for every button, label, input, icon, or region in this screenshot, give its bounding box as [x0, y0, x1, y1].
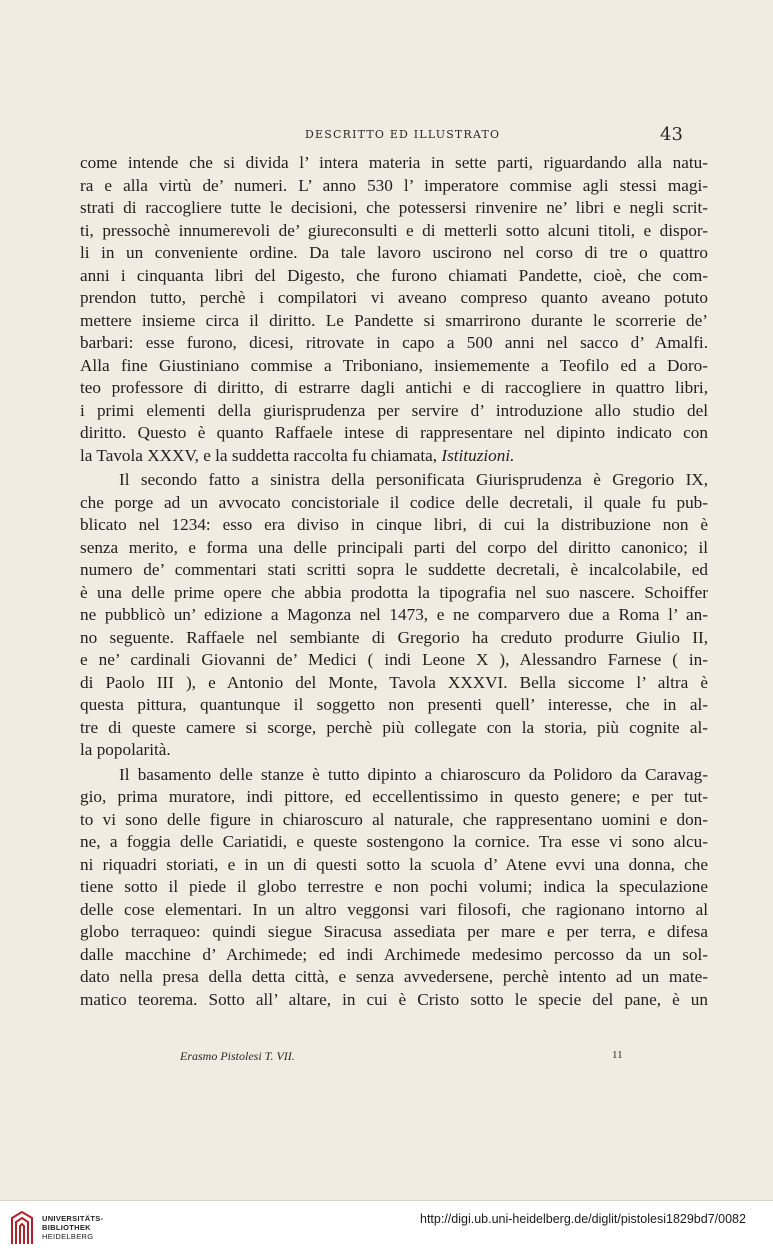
text-line-content: prendon tutto, perchè i compilatori vi aveano compreso quanto aveano potuto: [80, 288, 708, 307]
text-line-content: mettere insieme circa il diritto. Le Pandette si smarrirono durante le scorrerie de’: [80, 310, 708, 330]
text-line-content: teo professore di diritto, di estrarre dagli antichi e di raccogliere in quattro libri,: [80, 378, 708, 397]
text-line-content: Alla fine Giustiniano commise a Triboniano, insiememente a Teofilo ed a Doro-: [80, 355, 708, 375]
text-line-content: la Tavola XXXV, e la suddetta raccolta fu chiamata,: [80, 445, 438, 465]
text-line: [80, 854, 708, 877]
text-line-content: senza merito, e forma una delle principali parti del corpo del diritto canonico; il: [80, 537, 708, 557]
running-head-title: DESCRITTO ED ILLUSTRATO: [305, 128, 501, 141]
text-line-content: questa pittura, quantunque il soggetto non presenti quell’ interesse, che in al-: [80, 695, 708, 714]
text-line-content: tre di queste camere si scorge, perchè più collegate con la storia, più cognite al-: [80, 717, 708, 737]
text-line-content: blicato nel 1234: esso era diviso in cinque libri, di cui la distribuzione non è: [80, 515, 708, 534]
text-line: [80, 876, 708, 899]
text-line: [80, 537, 708, 560]
text-line-content: barbari: esse furono, dicesi, ritrovate in capo a 500 anni nel sacco d’ Amalfi.: [80, 333, 708, 352]
text-line: [80, 786, 708, 809]
text-line: [80, 627, 708, 650]
text-line-content: globo terraqueo: quindi siegue Siracusa assediata per mare e per terra, e difesa: [80, 922, 708, 941]
library-name: [42, 1214, 103, 1241]
signature-mark-text: Erasmo Pistolesi T. VII.: [180, 1049, 295, 1063]
text-line-content: come intende che si divida l’ intera materia in sette parti, riguardando alla natu-: [80, 153, 708, 172]
text-line: [80, 966, 708, 989]
text-line-content: di Paolo III ), e Antonio del Monte, Tavola XXXVI. Bella siccome l’ altra è: [80, 672, 708, 692]
text-line-content: che porge ad un avvocato concistoriale il codice delle decretali, il quale fu pub-: [80, 492, 708, 512]
text-line: [80, 694, 708, 717]
text-line-content: li in un conveniente ordine. Da tale lavoro uscirono nel corso di tre o quattro: [80, 243, 708, 262]
printer-signature: [0, 1049, 773, 1067]
text-line-content: numero de’ commentari stati scritti sopra le suddette decretali, è incalcolabile, ed: [80, 560, 708, 579]
text-line: [80, 492, 708, 515]
text-line-content: Il secondo fatto a sinistra della personificata Giurisprudenza è Gregorio IX,: [119, 470, 708, 489]
text-line: [80, 400, 708, 423]
text-line: [80, 310, 708, 333]
text-line: [80, 649, 708, 672]
library-name-line3: HEIDELBERG: [42, 1232, 94, 1241]
library-footer-bar: [0, 1200, 773, 1258]
text-line: [80, 197, 708, 220]
text-line-content: tiene sotto il piede il globo terrestre e non pochi volumi; indica la speculazione: [80, 877, 708, 896]
text-line: [80, 445, 708, 468]
text-line: [80, 944, 708, 967]
text-line-content: Il basamento delle stanze è tutto dipinto a chiaroscuro da Polidoro da Caravag-: [119, 764, 708, 784]
running-head: [0, 124, 773, 148]
text-line: [80, 921, 708, 944]
text-line: [80, 739, 708, 762]
text-line: [80, 831, 708, 854]
source-url-link[interactable]: http://digi.ub.uni-heidelberg.de/diglit/pistolesi1829bd7/0082: [420, 1212, 746, 1226]
text-line: [80, 559, 708, 582]
text-line-content: ne, a foggia delle Cariatidi, e queste sostengono la cornice. Tra esse vi sono alcu-: [80, 832, 708, 851]
italic-term: Istituzioni.: [441, 445, 515, 465]
text-line-content: e ne’ cardinali Giovanni de’ Medici ( indi Leone X ), Alessandro Farnese ( in-: [80, 650, 708, 669]
signature-number: 11: [612, 1049, 623, 1061]
body-text: [80, 152, 708, 1011]
library-name-line1: UNIVERSITÄTS-: [42, 1214, 104, 1223]
text-line: [80, 989, 708, 1012]
text-line-content: to vi sono delle figure in chiaroscuro al naturale, che rappresentano uomini e don-: [80, 809, 708, 829]
text-line: [80, 604, 708, 627]
text-line-content: ti, pressochè innumerevoli de’ giureconsulti e di metterli sotto alcuni titoli, e dispor-: [80, 220, 708, 240]
text-line: [80, 332, 708, 355]
text-line: [80, 175, 708, 198]
text-line: [80, 764, 708, 787]
library-name-line2: BIBLIOTHEK: [42, 1223, 91, 1232]
text-line: [80, 899, 708, 922]
text-line-content: dato nella presa della detta città, e senza avvedersene, perchè intento ad un mate-: [80, 967, 708, 986]
text-line-content: gio, prima muratore, indi pittore, ed eccellentissimo in questo genere; e per tut-: [80, 787, 708, 806]
text-line: [80, 514, 708, 537]
text-line: [80, 242, 708, 265]
text-line-content: è una delle prime opere che abbia prodotta la tipografia nel suo nascere. Schoiffer: [80, 582, 708, 602]
text-line-content: no seguente. Raffaele nel sembiante di Gregorio ha creduto produrre Giulio II,: [80, 627, 708, 647]
text-line: [80, 265, 708, 288]
text-line-content: ne pubblicò un’ edizione a Magonza nel 1473, e ne comparvero due a Roma l’ an-: [80, 605, 708, 624]
text-line: [80, 672, 708, 695]
text-line: [80, 469, 708, 492]
text-line-content: diritto. Questo è quanto Raffaele intese di rappresentare nel dipinto indicato con: [80, 423, 708, 442]
text-line: [80, 152, 708, 175]
text-line: [80, 717, 708, 740]
text-line-content: i primi elementi della giurisprudenza per servire d’ introduzione allo studio del: [80, 400, 708, 420]
text-line-content: ra e alla virtù de’ numeri. L’ anno 530 l’ imperatore commise agli stessi magi-: [80, 175, 708, 195]
text-line: [80, 582, 708, 605]
text-line-content: dalle macchine d’ Archimede; ed indi Archimede medesimo percosso da un sol-: [80, 944, 708, 964]
text-line: [80, 220, 708, 243]
text-line-content: matico teorema. Sotto all’ altare, in cui è Cristo sotto le specie del pane, è un: [80, 989, 708, 1009]
text-line: [80, 287, 708, 310]
text-line-content: ni riquadri storiati, e in un di questi sotto la scuola d’ Atene evvi una donna, che: [80, 854, 708, 874]
text-line-content: anni i cinquanta libri del Digesto, che furono chiamati Pandette, cioè, che com-: [80, 265, 708, 285]
text-line: [80, 355, 708, 378]
page-number: 43: [660, 124, 683, 145]
text-line-content: strati di raccogliere tutte le decisioni, che potessersi rinvenire ne’ libri e negli scrit-: [80, 198, 708, 217]
university-library-logo-icon: [10, 1210, 34, 1246]
text-line: [80, 422, 708, 445]
text-line-content: delle cose elementari. In un altro veggonsi vari filosofi, che ragionano intorno al: [80, 899, 708, 919]
text-line: [80, 377, 708, 400]
text-line: [80, 809, 708, 832]
text-line-content: la popolarità.: [80, 740, 171, 759]
